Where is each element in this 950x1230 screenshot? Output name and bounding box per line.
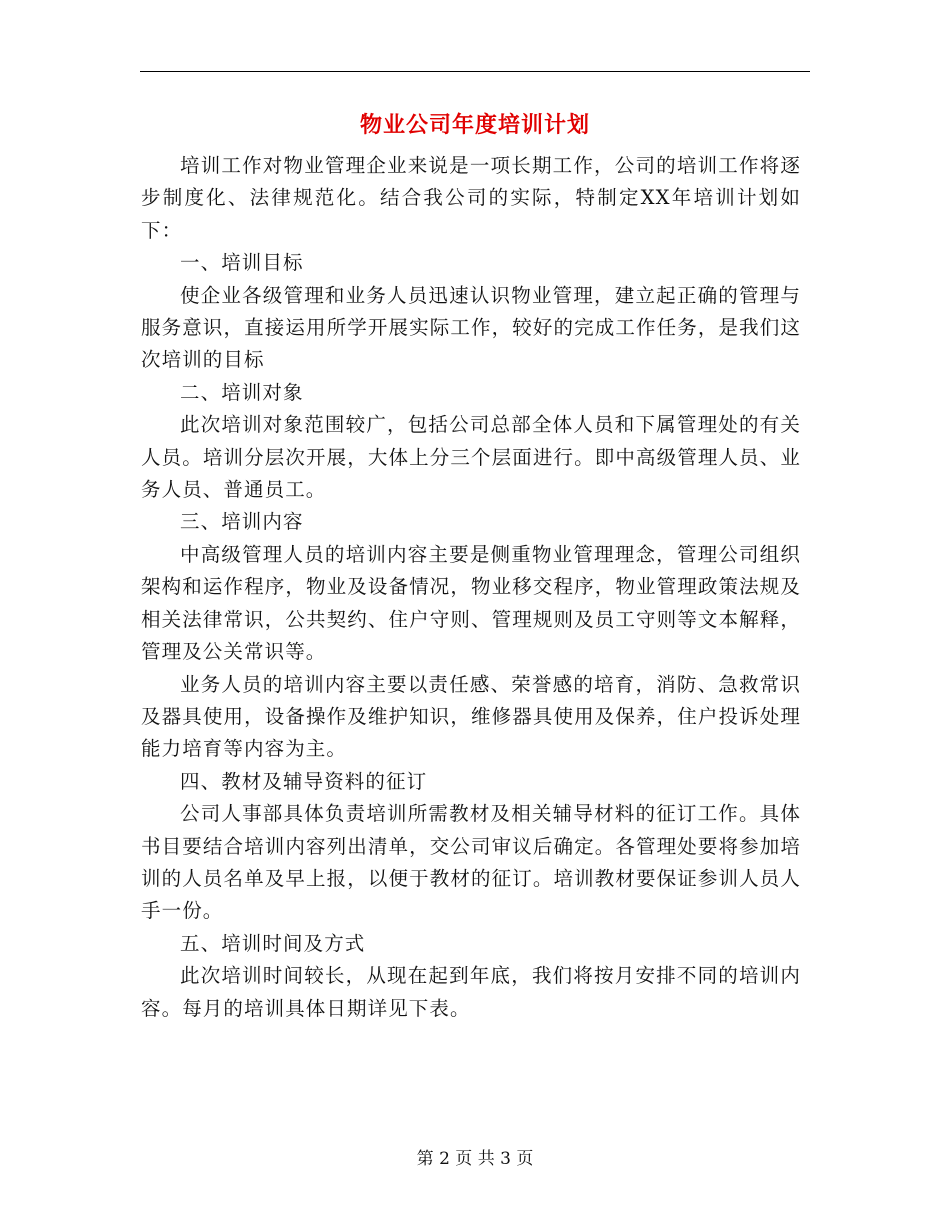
page-number: 第 2 页 共 3 页 [416,1149,534,1169]
audience-paragraph: 此次培训对象范围较广，包括公司总部全体人员和下属管理处的有关人员。培训分层次开展，大体上分三个层面进行。即中高级管理人员、业务人员、普通员工。 [141,413,801,502]
section-heading-audience: 二、培训对象 [180,380,304,404]
header-rule [140,71,810,72]
section-heading-schedule: 五、培训时间及方式 [180,931,366,955]
schedule-paragraph: 此次培训时间较长，从现在起到年底，我们将按月安排不同的培训内容。每月的培训具体日期详见下表。 [141,964,801,1020]
content-paragraph-staff: 业务人员的培训内容主要以责任感、荣誉感的培育，消防、急救常识及器具使用，设备操作及维护知识，维修器具使用及保养，住户投诉处理能力培育等内容为主。 [141,672,801,761]
section-heading-materials: 四、教材及辅导资料的征订 [180,769,428,793]
goal-paragraph: 使企业各级管理和业务人员迅速认识物业管理，建立起正确的管理与服务意识，直接运用所学开展实际工作，较好的完成工作任务，是我们这次培训的目标 [141,283,801,372]
document-title: 物业公司年度培训计划 [359,112,590,138]
intro-paragraph: 培训工作对物业管理企业来说是一项长期工作，公司的培训工作将逐步制度化、法律规范化。结合我公司的实际，特制定XX年培训计划如下： [141,154,801,242]
materials-paragraph: 公司人事部具体负责培训所需教材及相关辅导材料的征订工作。具体书目要结合培训内容列出清单，交公司审议后确定。各管理处要将参加培训的人员名单及早上报，以便于教材的征订。培训教材要保证参训人员人手一份。 [141,802,801,923]
content-paragraph-managers: 中高级管理人员的培训内容主要是侧重物业管理理念，管理公司组织架构和运作程序，物业及设备情况，物业移交程序，物业管理政策法规及相关法律常识，公共契约、住户守则、管理规则及员工守则等文本解释，管理及公关常识等。 [141,542,801,664]
section-heading-content: 三、培训内容 [180,510,304,534]
section-heading-goal: 一、培训目标 [180,251,304,275]
document-body [141,150,801,1025]
page-footer [0,1148,950,1170]
